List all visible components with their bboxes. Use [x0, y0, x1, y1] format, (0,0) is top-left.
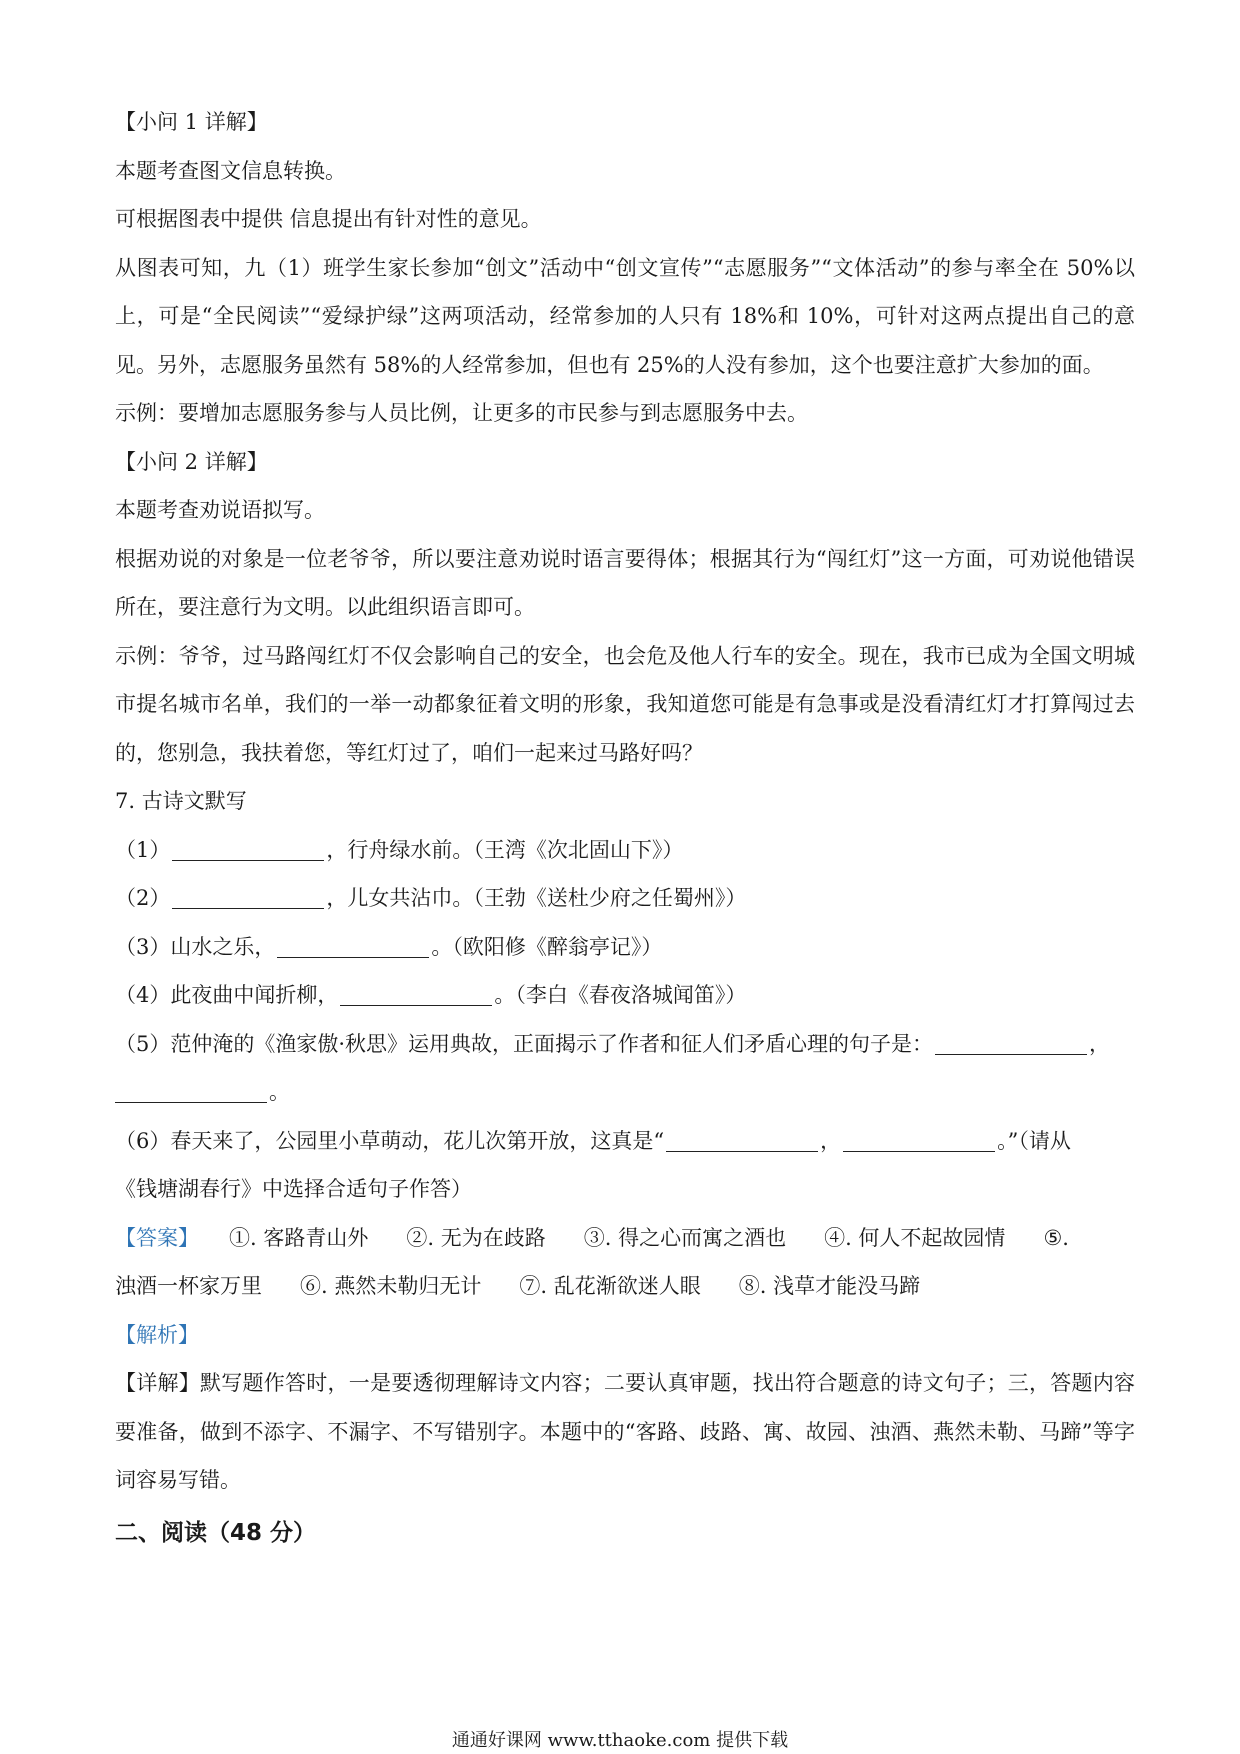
answer-blank — [172, 884, 324, 909]
item5-prefix: （5）范仲淹的《渔家傲·秋思》运用典故，正面揭示了作者和征人们矛盾心理的句子是： — [115, 1031, 934, 1056]
q1-heading: 【小问 1 详解】 — [115, 110, 268, 134]
item6-prefix: （6）春天来了，公园里小草萌动，花儿次第开放，这真是“ — [115, 1128, 665, 1153]
q1-example: 示例：要增加志愿服务参与人员比例，让更多的市民参与到志愿服务中去。 — [115, 401, 808, 425]
answer-blank — [843, 1127, 995, 1152]
item3-prefix: （3）山水之乐， — [115, 934, 276, 959]
answer-line-2 — [115, 1262, 1135, 1311]
q7-item-2 — [115, 874, 1135, 923]
answer-blank — [666, 1127, 818, 1152]
item6-middle: ， — [820, 1128, 842, 1153]
item4-prefix: （4）此夜曲中闻折柳， — [115, 983, 339, 1007]
answer-item: ①. 客路青山外 — [229, 1225, 369, 1250]
answer-item: ⑤. — [1043, 1225, 1069, 1250]
q7-item-5 — [115, 1020, 1135, 1069]
item2-prefix: （2） — [115, 886, 171, 910]
analysis-label: 【解析】 — [115, 1322, 199, 1347]
item5-middle: ， — [1089, 1031, 1111, 1056]
q2-line1: 本题考查劝说语拟写。 — [115, 498, 325, 522]
answer-item: ③. 得之心而寓之酒也 — [583, 1225, 787, 1250]
answer-blank — [277, 933, 429, 958]
answer-blank — [172, 836, 324, 861]
q2-example: 示例：爷爷，过马路闯红灯不仅会影响自己的安全，也会危及他人行车的安全。现在，我市已成为全国文明城市提名城市名单，我们的一举一动都象征着文明的形象，我知道您可能是有急事或是没看清红灯才打算闯过去的，您别急，我扶着您，等红灯过了，咱们一起来过马路好吗？ — [115, 643, 1135, 765]
answer-blank — [115, 1078, 267, 1103]
q7-item-6 — [115, 1117, 1135, 1166]
q1-line1: 本题考查图文信息转换。 — [115, 158, 346, 183]
section-heading: 二、阅读（48 分） — [115, 1519, 317, 1546]
answer-item: ⑥. 燕然未勒归无计 — [300, 1274, 482, 1298]
answer-item: ②. 无为在歧路 — [406, 1225, 546, 1250]
answer-line — [115, 1214, 1135, 1263]
answer-item: ⑧. 浅草才能没马蹄 — [738, 1274, 921, 1298]
q7-title: 7. 古诗文默写 — [115, 789, 247, 813]
q7-item-3 — [115, 923, 1135, 972]
item6-suffix: 。”（请从 — [997, 1128, 1071, 1153]
item1-suffix: ，行舟绿水前。（王湾《次北固山下》） — [326, 837, 684, 862]
item5-suffix: 。 — [269, 1080, 290, 1104]
answer-item: ⑦. 乱花渐欲迷人眼 — [519, 1274, 701, 1298]
item2-suffix: ，儿女共沾巾。（王勃《送杜少府之任蜀州》） — [326, 886, 747, 910]
q1-paragraph: 从图表可知，九（1）班学生家长参加“创文”活动中“创文宣传”“志愿服务”“文体活动”的参与率全在 50%以上，可是“全民阅读”“爱绿护绿”这两项活动，经常参加的人只有 18%和 10%，可针对这两点提出自己的意见。另外，志愿服务虽然有 58%的人经常参加，但也有 25%的人没有参加，这个也要注意扩大参加的面。 — [115, 255, 1135, 377]
answer-item: 浊酒一杯家万里 — [115, 1274, 262, 1298]
page-footer: 通通好课网 www.tthaoke.com 提供下载 — [451, 1730, 789, 1751]
q2-paragraph: 根据劝说的对象是一位老爷爷，所以要注意劝说时语言要得体；根据其行为“闯红灯”这一方面，可劝说他错误所在，要注意行为文明。以此组织语言即可。 — [115, 546, 1135, 619]
document-body — [115, 98, 1135, 1557]
item3-suffix: 。（欧阳修《醉翁亭记》） — [431, 934, 663, 959]
q7-item-5-cont — [115, 1068, 1135, 1117]
q7-item-1 — [115, 826, 1135, 875]
q7-item-6-cont: 《钱塘湖春行》中选择合适句子作答） — [115, 1177, 472, 1201]
item4-suffix: 。（李白《春夜洛城闻笛》） — [494, 983, 747, 1007]
q2-heading: 【小问 2 详解】 — [115, 449, 268, 474]
answer-label: 【答案】 — [115, 1225, 199, 1250]
q1-line2: 可根据图表中提供 信息提出有针对性的意见。 — [115, 207, 542, 231]
analysis-paragraph: 【详解】默写题作答时，一是要透彻理解诗文内容；二要认真审题，找出符合题意的诗文句子；三，答题内容要准备，做到不添字、不漏字、不写错别字。本题中的“客路、歧路、寓、故园、浊酒、燕然未勒、马蹄”等字词容易写错。 — [115, 1371, 1135, 1492]
answer-blank — [935, 1030, 1087, 1055]
item1-prefix: （1） — [115, 837, 171, 862]
q7-item-4 — [115, 971, 1135, 1020]
answer-blank — [340, 981, 492, 1006]
answer-item: ④. 何人不起故园情 — [824, 1225, 1006, 1250]
